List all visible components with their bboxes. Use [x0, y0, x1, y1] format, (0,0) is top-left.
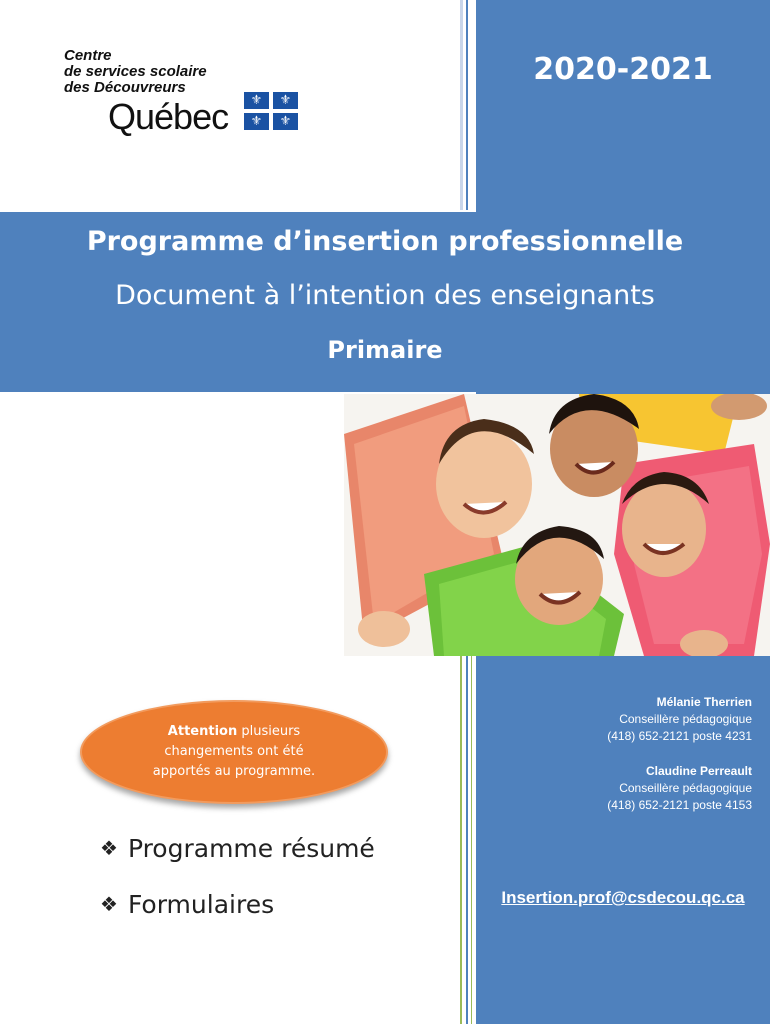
- organization-logo: [64, 48, 324, 140]
- contact-phone: (418) 652-2121 poste 4231: [607, 729, 752, 743]
- school-year: 2020-2021: [533, 52, 713, 87]
- list-item: [100, 876, 375, 932]
- students-photo: [344, 394, 770, 656]
- contact-name: Claudine Perreault: [645, 764, 752, 778]
- logo-line-3: des Découvreurs: [64, 79, 186, 96]
- callout-line-3: apportés au programme.: [152, 764, 316, 779]
- students-illustration: [344, 394, 770, 656]
- contents-list: [100, 820, 375, 932]
- logo-line-1: Centre: [64, 47, 112, 64]
- contact-role: Conseillère pédagogique: [619, 712, 752, 726]
- callout-line-2: changements ont été: [164, 744, 304, 759]
- contacts-block: [490, 694, 752, 814]
- logo-line-2: de services scolaire: [64, 63, 207, 80]
- contact-role: Conseillère pédagogique: [619, 781, 752, 795]
- attention-callout: [80, 700, 388, 804]
- callout-text-1: plusieurs: [237, 724, 301, 739]
- document-title: Programme d’insertion professionnelle: [86, 226, 684, 257]
- quebec-wordmark: Québec: [108, 96, 229, 137]
- quebec-flag-icon: ⚜ ⚜ ⚜ ⚜: [244, 92, 298, 130]
- contact-phone: (418) 652-2121 poste 4153: [607, 798, 752, 812]
- callout-line-1: [82, 722, 386, 742]
- school-level: Primaire: [327, 336, 443, 364]
- callout-bold-word: Attention: [167, 724, 238, 739]
- email-link[interactable]: Insertion.prof@csdecou.qc.ca: [501, 888, 745, 907]
- contact-name: Mélanie Therrien: [656, 695, 752, 709]
- document-subtitle: Document à l’intention des enseignants: [115, 280, 655, 311]
- title-banner: [0, 212, 770, 392]
- list-item: [100, 820, 375, 876]
- diamond-bullet-icon: ❖: [100, 836, 118, 860]
- list-item-label: Formulaires: [127, 889, 275, 919]
- diamond-bullet-icon: ❖: [100, 892, 118, 916]
- list-item-label: Programme résumé: [127, 833, 375, 863]
